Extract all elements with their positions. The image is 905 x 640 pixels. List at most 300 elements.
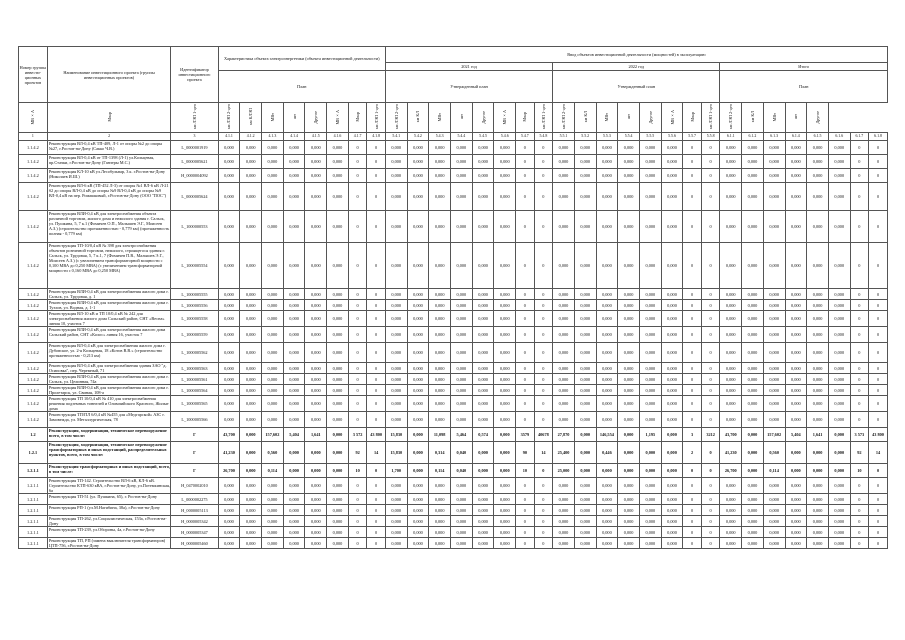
unit-header-label: МВ×А	[502, 109, 508, 125]
column-number: 4.1.1	[218, 133, 240, 141]
project-name-cell: Реконструкция ТП-142. Строительство ВЛ-6 кВ, КЛ-6 кВ. Строительство КТП-630 кВА, г.Ростов-на-Дону, ул.Потемкинская, 6а	[48, 478, 171, 493]
value-cell: 0,000	[785, 464, 807, 478]
value-cell: 0,000	[828, 183, 850, 211]
value-cell: 10	[850, 464, 869, 478]
value-cell: 0,000	[763, 527, 785, 538]
value-cell: 0,000	[327, 211, 349, 243]
value-cell: 0,000	[661, 442, 683, 464]
value-cell: 0,000	[574, 311, 596, 327]
value-cell: 0,000	[639, 311, 661, 327]
value-cell: 0	[701, 538, 720, 549]
unit-header-label: Мвар	[355, 112, 361, 122]
value-cell: 0	[683, 183, 702, 211]
column-number: 3	[171, 133, 218, 141]
value-cell: 0,000	[472, 363, 494, 374]
value-cell: 0	[850, 527, 869, 538]
value-cell: 0	[701, 478, 720, 494]
value-cell: 0	[516, 311, 535, 327]
value-cell: 0,000	[327, 396, 349, 412]
value-cell: 0,000	[407, 363, 429, 374]
column-number: 4.1.5	[305, 133, 327, 141]
value-cell: 0,000	[218, 141, 240, 155]
value-cell: 0	[683, 516, 702, 527]
value-cell: 0,000	[596, 327, 618, 343]
value-cell: 0,000	[283, 343, 305, 363]
value-cell: 0,000	[327, 374, 349, 385]
value-cell: 0,000	[305, 300, 327, 311]
value-cell: 0,000	[596, 478, 618, 494]
value-cell: 0,000	[785, 374, 807, 385]
value-cell: 0,000	[720, 374, 742, 385]
value-cell: 0,000	[494, 442, 516, 464]
value-cell: 0,000	[785, 478, 807, 494]
value-cell: 0,000	[472, 155, 494, 169]
value-cell: 0,000	[240, 464, 262, 478]
value-cell: 0,000	[807, 211, 829, 243]
value-cell: 0,000	[451, 155, 473, 169]
group-number-cell: 1.1.4.2	[19, 343, 48, 363]
value-cell: 0	[534, 478, 553, 494]
unit-header	[596, 103, 618, 133]
unit-header-label: км ЛЭП 1-цеп	[373, 104, 379, 130]
value-cell: 0,000	[451, 478, 473, 494]
column-number: 4.1.8	[367, 133, 386, 141]
value-cell: 0,000	[327, 169, 349, 183]
value-cell: 0	[367, 396, 386, 412]
value-cell: 0,000	[407, 374, 429, 385]
value-cell: 0,000	[828, 243, 850, 289]
value-cell: 0	[516, 396, 535, 412]
project-name-cell: Реконструкция ТП-262, ул.Социалистическая, 153а, г.Ростов-на-Дону	[47, 516, 170, 527]
value-cell: 0,000	[618, 464, 640, 478]
value-cell: 0,000	[828, 211, 850, 243]
value-cell: 0,000	[494, 155, 516, 169]
value-cell: 0,000	[720, 155, 742, 169]
value-cell: 0,000	[429, 412, 451, 428]
column-number: 4.1.6	[327, 133, 349, 141]
value-cell: 0,000	[262, 300, 284, 311]
value-cell: 0,000	[494, 289, 516, 300]
value-cell: 0	[869, 396, 888, 412]
value-cell: 0	[701, 327, 720, 343]
header-total: Итого	[720, 63, 888, 71]
value-cell: 3579	[516, 428, 535, 442]
value-cell: 146,554	[596, 428, 618, 442]
value-cell: 0,000	[574, 527, 596, 538]
value-cell: 0,000	[327, 478, 349, 494]
value-cell: 0,000	[618, 289, 640, 300]
value-cell: 0	[683, 211, 702, 243]
value-cell: 0	[701, 363, 720, 374]
unit-header	[171, 103, 218, 133]
value-cell: 0	[850, 300, 869, 311]
value-cell: 0,000	[218, 527, 240, 538]
value-cell: 0,000	[218, 374, 240, 385]
value-cell: 27,870	[553, 428, 575, 442]
value-cell: 0,000	[283, 464, 305, 478]
value-cell: 0,000	[574, 464, 596, 478]
value-cell: 0,000	[429, 327, 451, 343]
value-cell: 0	[850, 243, 869, 289]
value-cell: 0,000	[639, 211, 661, 243]
value-cell: 0	[534, 396, 553, 412]
project-name-cell: Реконструкция РП-1 (ул.М.Нагибина, 38а), г.Ростов-на-Дону	[47, 505, 170, 516]
value-cell: 0,000	[240, 343, 262, 363]
value-cell: 0,000	[720, 343, 742, 363]
value-cell: 0,000	[807, 538, 829, 549]
value-cell: 0	[850, 169, 869, 183]
value-cell: 26,700	[218, 464, 240, 478]
value-cell: 0	[516, 155, 535, 169]
value-cell: 0	[516, 412, 535, 428]
value-cell: 0,000	[828, 516, 850, 527]
value-cell: 0,000	[807, 478, 829, 494]
value-cell: 0,000	[720, 183, 742, 211]
value-cell: 0,574	[472, 428, 494, 442]
unit-header-label: км ЛЭП 2-цеп	[226, 104, 232, 130]
value-cell: 0,000	[218, 243, 240, 289]
value-cell: 0	[869, 505, 888, 516]
value-cell: 0,000	[494, 464, 516, 478]
value-cell: 0,000	[385, 396, 407, 412]
value-cell: 0,000	[451, 363, 473, 374]
value-cell: 0	[348, 211, 367, 243]
value-cell: 0	[348, 169, 367, 183]
value-cell: 0,000	[828, 505, 850, 516]
project-name-cell: Реконструкция ВЛИ-0,4 кВ для электроснабжения жилого дома г. Сальск, ул. Трудовая, д. 1	[47, 289, 170, 300]
value-cell: 0	[348, 516, 367, 527]
value-cell: 0	[367, 374, 386, 385]
project-name-cell: Реконструкция ВЛ-0,4 кВ для электроснабжения здания ЗАО "д. Осиповка", пер. Черемный, 71	[47, 363, 170, 374]
value-cell: 0,000	[305, 478, 327, 494]
column-number: 5.5.8	[701, 133, 720, 141]
value-cell: 0,000	[262, 478, 284, 494]
value-cell: 0,040	[451, 464, 473, 478]
value-cell: 0	[516, 527, 535, 538]
value-cell: 0,000	[720, 141, 742, 155]
value-cell: 0,000	[807, 374, 829, 385]
value-cell: 0,000	[742, 363, 764, 374]
group-number-cell: 1.2.1.1	[19, 527, 48, 538]
project-name-cell: Реконструкция ВЛИ-0,4 кВ для электроснабжения жилого дома г. Сальск, ул. Целинная, 74а	[47, 374, 170, 385]
value-cell: 0,000	[429, 505, 451, 516]
value-cell: 0,000	[828, 442, 850, 464]
value-cell: 0,000	[407, 343, 429, 363]
value-cell: 0,000	[618, 505, 640, 516]
group-number-cell: 1.1.4.2	[19, 327, 48, 343]
unit-header	[348, 103, 367, 133]
value-cell: 0,000	[618, 169, 640, 183]
value-cell: 0	[516, 385, 535, 396]
value-cell: 0	[348, 374, 367, 385]
header-year-2021: 2021 год	[385, 63, 552, 71]
value-cell: 0,000	[742, 385, 764, 396]
value-cell: 0,000	[596, 343, 618, 363]
header-plan-total: План	[720, 71, 888, 103]
unit-header-label: км КЛ	[415, 111, 421, 123]
header-name: Наименование инвестиционного проекта (группы инвестиционных проектов)	[47, 47, 170, 103]
value-cell: 0,000	[218, 169, 240, 183]
value-cell: 0,000	[429, 494, 451, 505]
unit-header	[683, 103, 702, 133]
value-cell: 0,000	[596, 363, 618, 374]
value-cell: 0,000	[661, 289, 683, 300]
value-cell: 0,000	[407, 311, 429, 327]
value-cell: 0	[534, 289, 553, 300]
unit-header	[661, 103, 683, 133]
project-id-cell: H_0000005347	[171, 527, 218, 538]
value-cell: 0	[850, 374, 869, 385]
value-cell: 0,000	[240, 412, 262, 428]
value-cell: 0,000	[407, 289, 429, 300]
value-cell: 0,000	[553, 343, 575, 363]
unit-header-label: км ЛЭП 1-цеп	[191, 104, 197, 130]
value-cell: 0,000	[472, 327, 494, 343]
value-cell: 0,000	[763, 183, 785, 211]
unit-header	[327, 103, 349, 133]
value-cell: 0	[534, 505, 553, 516]
value-cell: 0,000	[218, 494, 240, 505]
project-id-cell: L_1000005558	[171, 311, 218, 327]
value-cell: 1,641	[305, 428, 327, 442]
value-cell: 0,000	[574, 327, 596, 343]
value-cell: 0,314	[429, 442, 451, 464]
value-cell: 0	[683, 243, 702, 289]
value-cell: 0,000	[494, 428, 516, 442]
group-number-cell: 1.2.1.1	[19, 478, 48, 494]
value-cell: 0	[701, 412, 720, 428]
value-cell: 0,000	[720, 311, 742, 327]
value-cell: 0,000	[763, 412, 785, 428]
value-cell: 0,000	[574, 363, 596, 374]
project-name-cell: Реконструкция ТП, РП (замена выключателя трансформаторов) ЦТП-756, г.Ростов-на-Дону	[47, 538, 170, 549]
value-cell: 0	[348, 327, 367, 343]
table-row	[19, 412, 888, 428]
column-number: 5.4.1	[385, 133, 407, 141]
value-cell: 0	[869, 289, 888, 300]
value-cell: 0	[683, 327, 702, 343]
value-cell: 0,000	[763, 155, 785, 169]
value-cell: 0	[701, 385, 720, 396]
value-cell: 0,000	[429, 141, 451, 155]
value-cell: 0,000	[807, 327, 829, 343]
value-cell: 0,000	[472, 343, 494, 363]
value-cell: 0,000	[494, 141, 516, 155]
value-cell: 0,000	[763, 300, 785, 311]
value-cell: 0,000	[553, 289, 575, 300]
value-cell: 26,700	[720, 464, 742, 478]
value-cell: 0,000	[240, 327, 262, 343]
value-cell: 0,000	[618, 374, 640, 385]
value-cell: 0,000	[828, 478, 850, 494]
value-cell: 0,000	[661, 478, 683, 494]
value-cell: 0,000	[828, 396, 850, 412]
value-cell: 0	[701, 494, 720, 505]
column-number: 4.1.7	[348, 133, 367, 141]
value-cell: 0,000	[472, 169, 494, 183]
value-cell: 0,000	[385, 343, 407, 363]
value-cell: 0	[516, 327, 535, 343]
value-cell: 3 572	[348, 428, 367, 442]
value-cell: 0,000	[407, 412, 429, 428]
value-cell: 0,000	[262, 169, 284, 183]
value-cell: 0	[348, 243, 367, 289]
value-cell: 0	[701, 289, 720, 300]
value-cell: 0,000	[385, 527, 407, 538]
project-id-cell: L_0000005624	[171, 183, 218, 211]
value-cell: 0	[348, 527, 367, 538]
value-cell: 0,000	[283, 141, 305, 155]
value-cell: 0,000	[283, 363, 305, 374]
value-cell: 0,000	[283, 374, 305, 385]
value-cell: 0,000	[807, 516, 829, 527]
value-cell: 0,000	[218, 516, 240, 527]
group-number-cell: 1.1.4.2	[19, 155, 48, 169]
value-cell: 0,000	[240, 169, 262, 183]
value-cell: 1,700	[385, 464, 407, 478]
value-cell: 0	[367, 516, 386, 527]
column-number: 5.4.7	[516, 133, 535, 141]
value-cell: 0	[367, 527, 386, 538]
group-number-cell: 1.1.4.2	[19, 300, 48, 311]
value-cell: 0,000	[742, 374, 764, 385]
value-cell: 0,000	[240, 300, 262, 311]
value-cell: 0	[516, 300, 535, 311]
value-cell: 0,000	[283, 243, 305, 289]
value-cell: 0,000	[283, 516, 305, 527]
value-cell: 0,000	[283, 155, 305, 169]
value-cell: 0,000	[283, 300, 305, 311]
column-number: 6.1.4	[785, 133, 807, 141]
value-cell: 0,000	[305, 343, 327, 363]
value-cell: 0	[534, 412, 553, 428]
value-cell: 0,000	[807, 385, 829, 396]
project-id-cell: Г	[171, 428, 218, 442]
column-number: 5.4.5	[472, 133, 494, 141]
value-cell: 0,000	[451, 374, 473, 385]
value-cell: 0,000	[385, 374, 407, 385]
value-cell: 0,000	[807, 311, 829, 327]
value-cell: 0,000	[828, 464, 850, 478]
value-cell: 0	[869, 538, 888, 549]
value-cell: 0	[850, 385, 869, 396]
value-cell: 0,000	[385, 478, 407, 494]
project-name-cell: Реконструкция ТП-239, ул.Обороны, 4а, г.Ростов-на-Дону	[47, 527, 170, 538]
value-cell: 0	[516, 169, 535, 183]
value-cell: 0,000	[240, 385, 262, 396]
value-cell: 0,000	[218, 343, 240, 363]
value-cell: 0	[367, 300, 386, 311]
value-cell: 0,000	[763, 211, 785, 243]
value-cell: 0,000	[828, 412, 850, 428]
unit-header-label: км ЛЭП 2-цеп	[393, 104, 399, 130]
column-number: 6.1.6	[828, 133, 850, 141]
value-cell: 0,000	[451, 538, 473, 549]
value-cell: 0	[869, 363, 888, 374]
value-cell: 0,000	[596, 527, 618, 538]
value-cell: 0,000	[305, 396, 327, 412]
value-cell: 0,000	[553, 183, 575, 211]
value-cell: 0,000	[327, 385, 349, 396]
value-cell: 0,000	[494, 505, 516, 516]
value-cell: 0,000	[451, 327, 473, 343]
value-cell: 0,000	[305, 311, 327, 327]
value-cell: 0,000	[574, 516, 596, 527]
unit-header	[742, 103, 764, 133]
value-cell: 0,000	[785, 155, 807, 169]
value-cell: 0,000	[574, 505, 596, 516]
project-id-cell: L_1000005559	[171, 327, 218, 343]
unit-header	[534, 103, 553, 133]
value-cell: 0,000	[385, 385, 407, 396]
value-cell: 0,000	[262, 141, 284, 155]
value-cell: 0	[701, 343, 720, 363]
value-cell: 0,000	[639, 141, 661, 155]
value-cell: 0,000	[639, 494, 661, 505]
value-cell: 0,000	[451, 527, 473, 538]
group-number-cell: 1.2.1.1	[19, 494, 48, 505]
project-name-cell: Реконструкция ТП/ПЛ 6/0,4 кВ №455 для «Медгарской» АЗС г. Замовежда, ул. Металлургическая, 78	[47, 412, 170, 428]
group-number-cell: 1.1.4.2	[19, 374, 48, 385]
value-cell: 0,000	[618, 155, 640, 169]
value-cell: 0	[869, 211, 888, 243]
value-cell: 0,000	[218, 300, 240, 311]
value-cell: 0,000	[618, 412, 640, 428]
value-cell: 0,000	[618, 396, 640, 412]
value-cell: 0,000	[596, 505, 618, 516]
value-cell: 10	[348, 464, 367, 478]
value-cell: 0,000	[807, 300, 829, 311]
value-cell: 0	[367, 385, 386, 396]
value-cell: 0,000	[828, 385, 850, 396]
unit-header-label: Мвар	[522, 112, 528, 122]
project-id-cell: Г	[171, 464, 218, 478]
value-cell: 0,000	[742, 464, 764, 478]
value-cell: 0,000	[262, 289, 284, 300]
table-row	[19, 327, 888, 343]
value-cell: 0,000	[763, 169, 785, 183]
table-row	[19, 396, 888, 412]
value-cell: 0,000	[327, 243, 349, 289]
value-cell: 0,000	[742, 300, 764, 311]
project-name-cell: Реконструкция трансформаторных и иных подстанций, всего, в том числе:	[47, 464, 170, 478]
value-cell: 0,000	[240, 183, 262, 211]
value-cell: 0,000	[828, 141, 850, 155]
value-cell: 0,000	[807, 396, 829, 412]
value-cell: 0	[516, 343, 535, 363]
project-name-cell: Реконструкция ВЛИ-0,4 кВ для электроснабжения жилого дома г. Пролетарск, ул. Свиная, 108-а	[47, 385, 170, 396]
value-cell: 0	[683, 538, 702, 549]
value-cell: 0,000	[639, 374, 661, 385]
value-cell: 0,000	[596, 516, 618, 527]
table-row	[19, 374, 888, 385]
value-cell: 0,000	[618, 385, 640, 396]
value-cell: 0,000	[429, 516, 451, 527]
value-cell: 0,000	[305, 363, 327, 374]
value-cell: 0,000	[618, 311, 640, 327]
value-cell: 0	[534, 527, 553, 538]
unit-header-label: МВт	[771, 112, 777, 122]
value-cell: 0,000	[327, 494, 349, 505]
value-cell: 0	[534, 169, 553, 183]
project-name-cell: Реконструкция ВЛ-10 кВ и ТП 10/0,4 кВ № 242 для электроснабжения жилого дома Сальский район, СНТ «Весна» линия 10, участок 7	[47, 311, 170, 327]
value-cell: 0,000	[720, 538, 742, 549]
value-cell: 0	[850, 311, 869, 327]
unit-header-label: МВт	[437, 112, 443, 122]
value-cell: 0,000	[639, 478, 661, 494]
value-cell: 0,000	[720, 363, 742, 374]
value-cell: 2	[683, 442, 702, 464]
